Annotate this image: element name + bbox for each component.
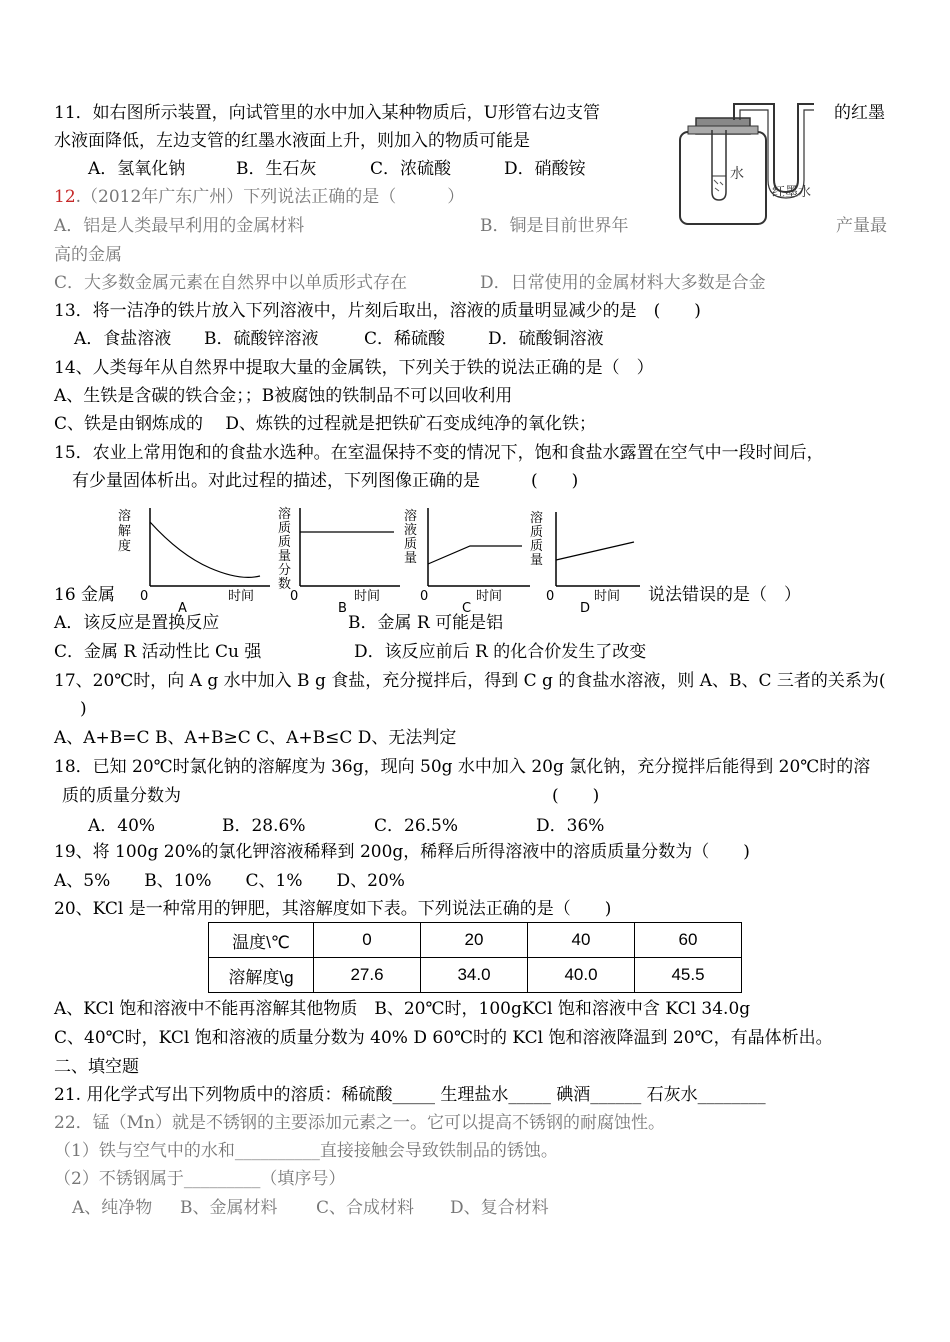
- graph-d-ylabel-1: 溶: [530, 511, 544, 526]
- q11-line2: 水液面降低，左边支管的红墨水液面上升，则加入的物质可能是: [54, 131, 530, 151]
- q17-line2: ): [80, 699, 87, 719]
- q18-options: [88, 815, 604, 837]
- section-heading-fill-in: 二、填空题: [54, 1057, 139, 1077]
- q11-option-a[interactable]: A．氢氧化钠: [88, 159, 186, 179]
- graph-b-ylabel-5: 分: [278, 563, 292, 578]
- table-cell: 40.0: [528, 958, 635, 993]
- q19-line1: 19、将 100g 20%的氯化钾溶液稀释到 200g，稀释后所得溶液中的溶质质量分数为（ ): [54, 842, 750, 862]
- graph-d-origin: 0: [546, 589, 555, 604]
- q20-options-cd: C、40℃时，KCl 饱和溶液的质量分数为 40% D 60℃时的 KCl 饱和溶液降温到 20℃，有晶体析出。: [54, 1028, 833, 1048]
- q11-option-b[interactable]: B．生石灰: [236, 159, 317, 179]
- q16-stem-left: 16 金属: [54, 585, 116, 605]
- table-header-cell: 温度\℃: [209, 923, 314, 958]
- q12-number: 12: [54, 187, 76, 207]
- q13-option-a[interactable]: A．食盐溶液: [74, 329, 172, 349]
- table-cell: 溶解度\g: [209, 958, 314, 993]
- q19-line2: A、5% B、10% C、1% D、20%: [54, 871, 405, 891]
- graph-c-xlabel: 时间: [476, 589, 503, 604]
- q22-option-c[interactable]: C、合成材料: [316, 1198, 415, 1218]
- graph-b-ylabel-4: 量: [278, 549, 292, 564]
- kcl-solubility-table: [208, 922, 742, 993]
- graph-d-ylabel-2: 质: [530, 525, 544, 540]
- q22-option-a[interactable]: A、纯净物: [72, 1198, 153, 1218]
- q22-option-d[interactable]: D、复合材料: [450, 1198, 549, 1218]
- graph-c-ylabel-2: 液: [404, 523, 418, 538]
- graph-b-ylabel-1: 溶: [278, 507, 292, 522]
- q15-graphs: [110, 500, 650, 618]
- q18-option-b[interactable]: B．28.6%: [222, 816, 306, 836]
- q13-option-c[interactable]: C．稀硫酸: [364, 329, 446, 349]
- graph-b-origin: 0: [290, 589, 299, 604]
- table-cell: 27.6: [314, 958, 421, 993]
- q12-stem: [54, 186, 464, 208]
- q13-option-d[interactable]: D．硫酸铜溶液: [488, 329, 604, 349]
- q22-option-b[interactable]: B、金属材料: [180, 1198, 278, 1218]
- q22-part1: （1）铁与空气中的水和__________直接接触会导致铁制品的锈蚀。: [54, 1141, 558, 1161]
- graph-a-ylabel-2: 解: [118, 524, 132, 539]
- graph-b-ylabel-2: 质: [278, 521, 292, 536]
- q13-options: [74, 328, 604, 350]
- table-cell: 34.0: [421, 958, 528, 993]
- q21-line: 21. 用化学式写出下列物质中的溶质：稀硫酸_____ 生理盐水_____ 碘酒______ 石灰水________: [54, 1085, 766, 1105]
- q12-option-c: C．大多数金属元素在自然界中以单质形式存在: [54, 273, 408, 293]
- graph-c-letter: C: [462, 601, 472, 616]
- table-header-cell: 20: [421, 923, 528, 958]
- q16-option-b: B．金属 R 可能是铝: [348, 613, 504, 633]
- q12-option-b-part2: 产量最: [836, 216, 887, 236]
- q11-line1-tail: 的红墨: [834, 103, 885, 123]
- q15-line2: 有少量固体析出。对此过程的描述，下列图像正确的是 ( ): [72, 471, 579, 491]
- graph-b-ylabel-6: 数: [278, 577, 292, 592]
- graph-c-origin: 0: [420, 589, 429, 604]
- graph-d-letter: D: [580, 601, 591, 616]
- q13-stem: 13．将一洁净的铁片放入下列溶液中，片刻后取出，溶液的质量明显减少的是 ( ): [54, 301, 701, 321]
- q11-option-c[interactable]: C．浓硫酸: [370, 159, 452, 179]
- table-header-cell: 0: [314, 923, 421, 958]
- q18-line2: 质的质量分数为: [62, 786, 181, 806]
- graph-a-xlabel: 时间: [228, 589, 255, 604]
- q13-option-b[interactable]: B．硫酸锌溶液: [204, 329, 319, 349]
- table-header-cell: 60: [635, 923, 742, 958]
- table-cell: 45.5: [635, 958, 742, 993]
- graph-a-ylabel-3: 度: [118, 539, 132, 554]
- q18-option-d[interactable]: D．36%: [536, 816, 605, 836]
- graph-b-xlabel: 时间: [354, 589, 381, 604]
- figure-ink-label: 红墨水: [772, 185, 812, 200]
- graph-a-letter: A: [178, 601, 187, 616]
- q12-option-b-part3: 高的金属: [54, 245, 122, 265]
- graph-a: [118, 508, 270, 616]
- table-header-cell: 40: [528, 923, 635, 958]
- q14-stem: 14、人类每年从自然界中提取大量的金属铁，下列关于铁的说法正确的是（ ）: [54, 358, 654, 378]
- q16-option-c: C．金属 R 活动性比 Cu 强: [54, 642, 262, 662]
- q11-option-d[interactable]: D．硝酸铵: [504, 159, 586, 179]
- graph-a-origin: 0: [140, 589, 149, 604]
- table-row: [209, 958, 742, 993]
- q12-option-a: A．铝是人类最早利用的金属材料: [54, 216, 305, 236]
- q18-option-c[interactable]: C．26.5%: [374, 816, 459, 836]
- q14-line2: A、生铁是含碳的铁合金；；B被腐蚀的铁制品不可以回收利用: [54, 386, 513, 406]
- graph-a-ylabel-1: 溶: [118, 509, 132, 524]
- q12-option-b-part1: B．铜是目前世界年: [480, 216, 629, 236]
- q12-option-d: D．日常使用的金属材料大多数是合金: [480, 273, 766, 293]
- apparatus-figure: [668, 96, 828, 230]
- graph-d: [530, 510, 640, 616]
- figure-water-label: 水: [730, 166, 744, 182]
- q12-stem-text: .（2012年广东广州）下列说法正确的是（ ）: [75, 187, 465, 207]
- q22-part2: （2）不锈钢属于_________（填序号）: [54, 1169, 346, 1189]
- q17-line3: A、A+B=C B、A+B≥C C、A+B≤C D、无法判定: [54, 728, 457, 748]
- q17-line1: 17、20℃时，向 A g 水中加入 B g 食盐，充分搅拌后，得到 C g 的食盐水溶液，则 A、B、C 三者的关系为(: [54, 671, 886, 691]
- q22-options: [72, 1197, 549, 1219]
- graph-c-ylabel-4: 量: [404, 551, 418, 566]
- graph-c-ylabel-3: 质: [404, 537, 418, 552]
- q20-options-ab: A、KCl 饱和溶液中不能再溶解其他物质 B、20℃时，100gKCl 饱和溶液中含 KCl 34.0g: [54, 999, 751, 1019]
- q16-option-d: D．该反应前后 R 的化合价发生了改变: [354, 642, 647, 662]
- graph-b-ylabel-3: 质: [278, 535, 292, 550]
- q15-line1: 15．农业上常用饱和的食盐水选种。在室温保持不变的情况下，饱和食盐水露置在空气中一段时间后，: [54, 443, 824, 463]
- graph-d-ylabel-4: 量: [530, 553, 544, 568]
- q18-option-a[interactable]: A．40%: [88, 816, 156, 836]
- graph-d-ylabel-3: 质: [530, 539, 544, 554]
- graph-b: [278, 506, 400, 616]
- graph-b-letter: B: [338, 601, 347, 616]
- graph-c: [404, 508, 530, 616]
- q16-stem-right: 说法错误的是（ ）: [648, 585, 801, 605]
- graph-c-ylabel-1: 溶: [404, 509, 418, 524]
- table-row: [209, 923, 742, 958]
- q14-line3: C、铁是由钢炼成的 D、炼铁的过程就是把铁矿石变成纯净的氧化铁；: [54, 414, 597, 434]
- q11-line1: 11．如右图所示装置，向试管里的水中加入某种物质后，U形管右边支管: [54, 103, 600, 123]
- q18-line1: 18．已知 20℃时氯化钠的溶解度为 36g，现向 50g 水中加入 20g 氯化钠，充分搅拌后能得到 20℃时的溶: [54, 757, 871, 777]
- q11-options: [88, 158, 586, 180]
- q16-option-a: A．该反应是置换反应: [54, 613, 220, 633]
- q20-stem: 20、KCl 是一种常用的钾肥，其溶解度如下表。下列说法正确的是（ ): [54, 899, 612, 919]
- q18-paren: ( ): [552, 786, 600, 806]
- q22-stem: 22．锰（Mn）就是不锈钢的主要添加元素之一。它可以提高不锈钢的耐腐蚀性。: [54, 1113, 665, 1133]
- graph-d-xlabel: 时间: [594, 589, 621, 604]
